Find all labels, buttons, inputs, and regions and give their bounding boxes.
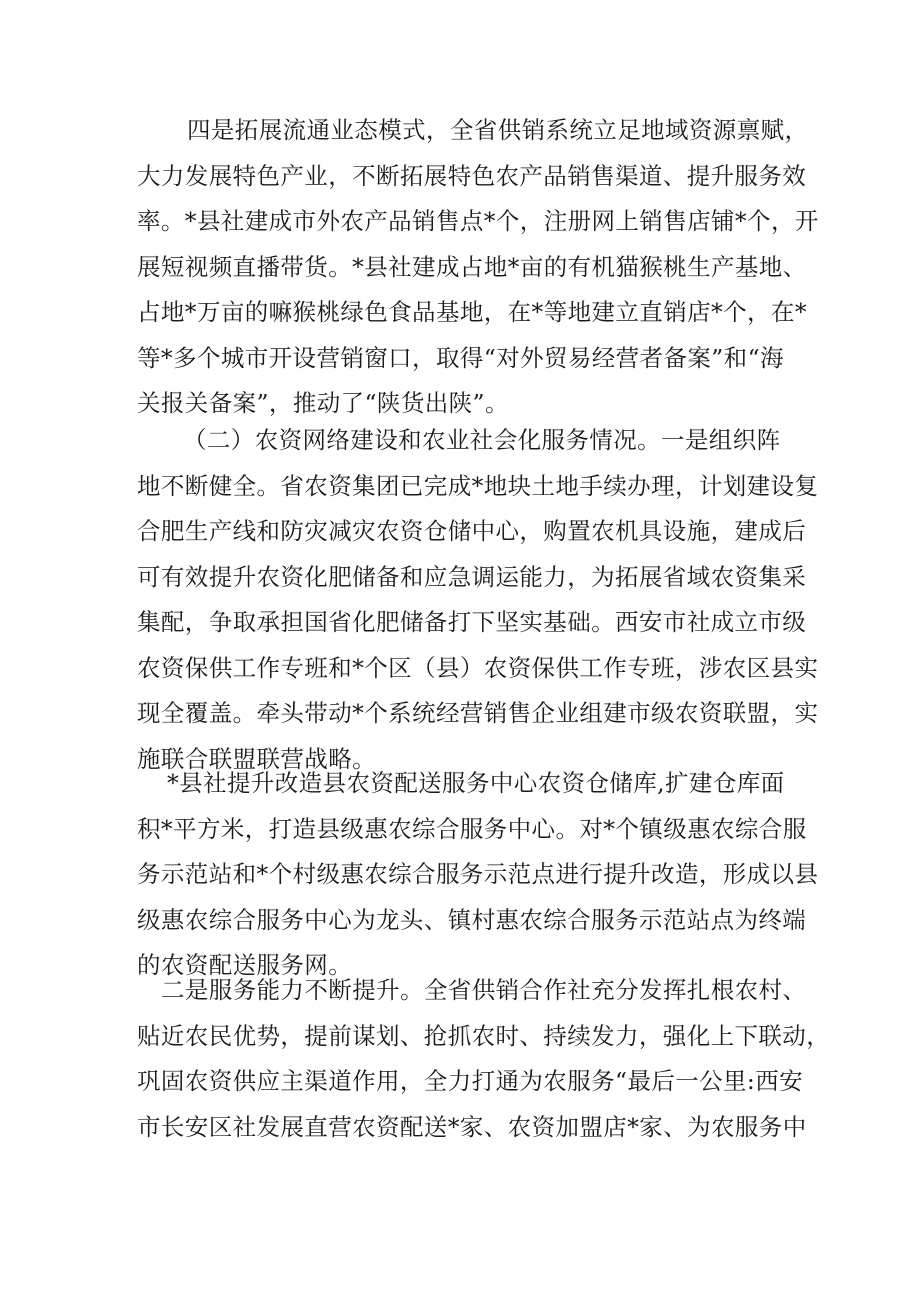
paragraph-circulation: [137, 108, 819, 427]
paragraph-line: 务示范站和*个村级惠农综合服务示范点进行提升改造，形成以县: [137, 860, 819, 888]
paragraph-line: 关报关备案”，推动了“陕货出陕”。: [137, 389, 509, 417]
paragraph-line: 施联合联盟联营战略。: [137, 744, 376, 773]
paragraph-line: 集配，争取承担国省化肥储备打下坚实基础。西安市社成立市级: [137, 608, 807, 636]
paragraph-line: 率。*县社建成市外农产品销售点*个，注册网上销售店铺*个，开: [137, 207, 819, 235]
paragraph-line: 等*多个城市开设营销窗口，取得“对外贸易经营者备案”和“海: [137, 343, 784, 372]
paragraph-line: 积*平方米，打造县级惠农综合服务中心。对*个镇级惠农综合服: [137, 814, 807, 843]
paragraph-line: 地不断健全。省农资集团已完成*地块土地手续办理，计划建设复: [137, 471, 819, 500]
paragraph-line: 农资保供工作专班和*个区（县）农资保供工作专班，涉农区县实: [137, 653, 819, 682]
paragraph-line: 级惠农综合服务中心为龙头、镇村惠农综合服务示范站点为终端: [137, 905, 807, 934]
paragraph-line: 占地*万亩的嘛猴桃绿色食品基地，在*等地建立直销店*个，在*: [137, 298, 807, 326]
section-heading-line: （二）农资网络建设和农业社会化服务情况。一是组织阵: [183, 426, 781, 454]
paragraph-line: 二是服务能力不断提升。全省供销合作社充分发挥扎根农村、: [161, 976, 807, 1004]
paragraph-line: 巩固农资供应主渠道作用，全力打通为农服务“最后一公里:西安: [137, 1067, 804, 1095]
paragraph-line: 现全覆盖。牵头带动*个系统经营销售企业组建市级农资联盟，实: [137, 699, 819, 727]
paragraph-county-service: [137, 761, 819, 989]
paragraph-line: 大力发展特色产业，不断拓展特色农产品销售渠道、提升服务效: [137, 161, 807, 190]
paragraph-line: 市长安区社发展直营农资配送*家、农资加盟店*家、为农服务中: [137, 1112, 807, 1141]
paragraph-line: 合肥生产线和防灾减灾农资仓储中心，购置农机具设施，建成后: [137, 517, 807, 545]
paragraph-line: 的农资配送服务网。: [137, 951, 353, 979]
paragraph-line: 可有效提升农资化肥储备和应急调运能力，为拓展省域农资集采: [137, 562, 807, 591]
paragraph-line: *县社提升改造县农资配送服务中心农资仓储库,扩建仓库面: [167, 769, 785, 797]
paragraph-service-capacity: [137, 968, 831, 1150]
paragraph-line: 四是拓展流通业态模式，全省供销系统立足地域资源禀赋，: [187, 116, 809, 144]
paragraph-line: 贴近农民优势，提前谋划、抢抓农时、持续发力，强化上下联动，: [137, 1021, 831, 1050]
paragraph-line: 展短视频直播带货。*县社建成占地*亩的有机猫猴桃生产基地、: [137, 252, 807, 281]
